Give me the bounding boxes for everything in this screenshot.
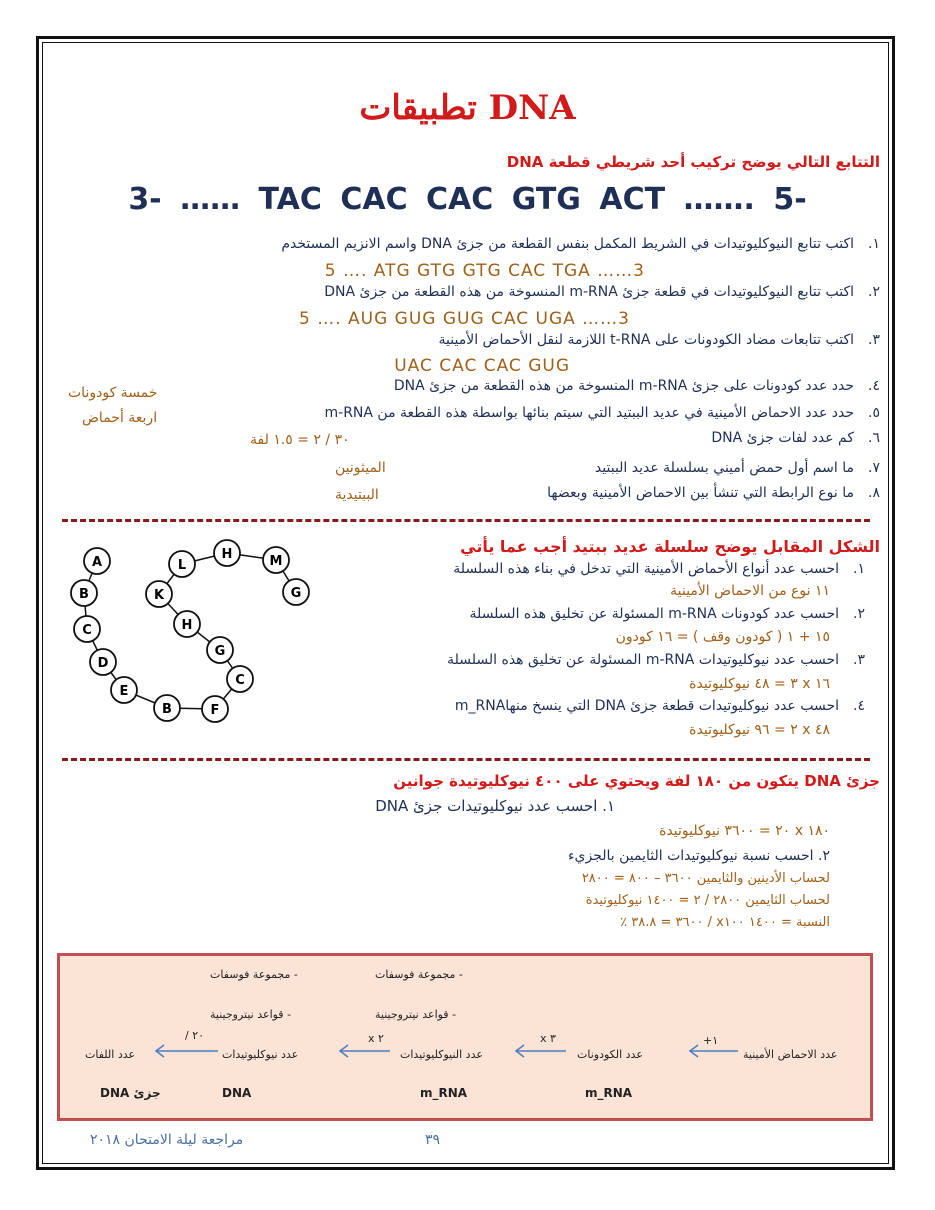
times-three-label: x ٣ — [540, 1032, 556, 1045]
amino-acid-node — [214, 540, 240, 566]
amino-acid-letter: K — [153, 588, 165, 603]
divider-2 — [62, 758, 870, 761]
question-1-5 — [325, 405, 881, 421]
mrna-label-2: m_RNA — [420, 1086, 468, 1100]
question-number: ٨. — [868, 485, 880, 501]
amino-acid-letter: F — [210, 703, 220, 718]
amino-acids-count: عدد الاحماض الأمينية — [743, 1048, 838, 1061]
conversion-flow-box — [57, 953, 873, 1121]
plus-one-label: +١ — [703, 1034, 719, 1047]
section3-answer-1: ١٨٠ x ٢٠ = ٣٦٠٠ نيوكليوتيدة — [659, 823, 830, 839]
answer-2-2: ١٥ + ١ ( كودون وقف ) = ١٦ كودون — [615, 629, 830, 645]
page-number: ٣٩ — [425, 1132, 441, 1148]
question-2-3 — [447, 652, 865, 668]
amino-acid-letter: G — [290, 586, 302, 601]
question-text: حدد عدد الاحماض الأمينية في عديد الببتيد التي سيتم بنائها بواسطة هذه القطعة من m-RNA — [324, 405, 855, 421]
question-number: ٢. — [868, 284, 880, 300]
amino-acid-node — [71, 580, 97, 606]
question-text: اكتب تتابع النيوكليوتيدات في قطعة جزئ m-RNA المنسوخة من هذه القطعة من جزئ DNA — [324, 284, 855, 300]
answer-1-7: الميثونين — [335, 460, 386, 476]
amino-acid-letter: B — [79, 587, 89, 602]
question-text: اكتب تتابع النيوكليوتيدات في الشريط المكمل بنفس القطعة من جزئ DNA واسم الانزيم المستخدم — [281, 236, 855, 252]
answer-2-3: ١٦ x ٣ = ٤٨ نيوكليوتيدة — [689, 676, 830, 692]
answer-2-1: ١١ نوع من الاحماض الأمينية — [670, 583, 830, 599]
section3-question-2: ٢. احسب نسبة نيوكليوتيدات الثايمين بالجزيء — [567, 848, 830, 864]
dna-label-2: جزئ DNA — [100, 1086, 161, 1100]
answer-1-8: الببتيدية — [335, 487, 379, 503]
phosphate-label-2: - مجموعة فوسفات — [375, 968, 463, 981]
question-2-4 — [455, 698, 865, 714]
amino-acid-letter: D — [97, 656, 109, 671]
amino-acid-node — [111, 677, 137, 703]
question-number: ٣. — [853, 652, 865, 668]
amino-acid-letter: C — [235, 673, 245, 688]
amino-acid-letter: B — [162, 702, 172, 717]
question-text: ما اسم أول حمض أميني بسلسلة عديد الببتيد — [594, 460, 855, 476]
bases-label-2: - قواعد نيتروجينية — [375, 1008, 457, 1021]
bases-label-1: - قواعد نيتروجينية — [210, 1008, 292, 1021]
answer-2-4: ٤٨ x ٢ = ٩٦ نيوكليوتيدة — [689, 722, 830, 738]
amino-acid-letter: G — [214, 644, 226, 659]
question-text: احسب عدد نيوكليوتيدات m-RNA المسئولة عن تخليق هذه السلسلة — [447, 652, 840, 668]
amino-acid-node — [283, 579, 309, 605]
question-text: ما نوع الرابطة التي تنشأ بين الاحماض الأمينية وبعضها — [547, 485, 855, 501]
question-2-2 — [470, 606, 865, 622]
times-two-label: x ٢ — [368, 1032, 384, 1045]
question-1-8 — [547, 485, 880, 501]
amino-acid-letter: H — [221, 547, 233, 562]
answer-1-5: اربعة أحماض — [82, 410, 158, 426]
section3-answer-2a: لحساب الأدينين والثايمين ٣٦٠٠ – ٨٠٠ = ٢٨٠٠ — [581, 871, 830, 886]
answer-1-1: 5 …. ATG GTG GTG CAC TGA ……3 — [324, 261, 645, 281]
amino-acid-node — [154, 695, 180, 721]
answer-1-4: خمسة كودونات — [68, 385, 158, 401]
footer-label: مراجعة ليلة الامتحان ٢٠١٨ — [90, 1132, 244, 1148]
question-1-6 — [711, 430, 880, 446]
question-number: ٣. — [868, 332, 880, 348]
question-text: حدد عدد كودونات على جزئ m-RNA المنسوخة من هذه القطعة من جزئ DNA — [393, 378, 855, 394]
page-title: تطبيقات DNA — [359, 88, 576, 128]
dna-sequence: 3- …… TAC CAC CAC GTG ACT ……. 5- — [128, 182, 807, 217]
phosphate-label-1: - مجموعة فوسفات — [210, 968, 298, 981]
amino-acid-node — [207, 637, 233, 663]
question-number: ٧. — [868, 460, 880, 476]
amino-acid-node — [174, 611, 200, 637]
question-text: احسب عدد أنواع الأحماض الأمينية التي تدخل في بناء هذه السلسلة — [453, 561, 840, 577]
question-number: ٦. — [868, 430, 880, 446]
section3-title: جزئ DNA يتكون من ١٨٠ لفة ويحتوي على ٤٠٠ نيوكليوتيدة جوانين — [393, 772, 880, 790]
answer-1-2: 5 …. AUG GUG GUG CAC UGA ……3 — [298, 309, 630, 329]
amino-acid-node — [84, 548, 110, 574]
section3-question-1: ١. احسب عدد نيوكليوتيدات جزئ DNA — [375, 797, 615, 815]
dna-nucleotides-count: عدد نيوكليوتيدات — [222, 1048, 299, 1061]
question-1-3 — [439, 332, 880, 348]
question-text: احسب عدد كودونات m-RNA المسئولة عن تخليق هذه السلسلة — [469, 606, 840, 622]
turns-count: عدد اللفات — [85, 1048, 136, 1061]
question-1-1 — [281, 236, 880, 252]
question-2-1 — [453, 561, 865, 577]
amino-acid-node — [74, 616, 100, 642]
question-1-2 — [324, 284, 880, 300]
question-text: اكتب تتابعات مضاد الكودونات على t-RNA اللازمة لنقل الأحماض الأمينية — [438, 332, 855, 348]
question-1-7 — [595, 460, 880, 476]
question-number: ١. — [868, 236, 880, 252]
question-number: ٤. — [853, 698, 865, 714]
amino-acid-node — [169, 551, 195, 577]
section3-answer-2c: النسبة = ١٤٠٠ x١٠٠ / ٣٦٠٠ = ٣٨.٨ ٪ — [620, 915, 830, 930]
amino-acid-letter: H — [181, 618, 193, 633]
question-1-4 — [394, 378, 880, 394]
amino-acid-letter: C — [82, 623, 92, 638]
section2-title: الشكل المقابل يوضح سلسلة عديد ببتيد أجب عما يأتي — [460, 537, 880, 556]
divider-1 — [62, 519, 870, 522]
polypeptide-chain-diagram — [60, 535, 330, 735]
amino-acid-letter: E — [119, 684, 129, 699]
amino-acid-letter: M — [269, 554, 283, 569]
question-number: ٤. — [868, 378, 880, 394]
section3-answer-2b: لحساب الثايمين ٢٨٠٠ / ٢ = ١٤٠٠ نيوكليوتيدة — [585, 893, 830, 908]
question-number: ٥. — [868, 405, 880, 421]
question-number: ١. — [853, 561, 865, 577]
amino-acid-node — [146, 581, 172, 607]
answer-1-6: ٣٠ / ٢ = ١.٥ لفة — [250, 432, 350, 448]
intro-text: التتابع التالي يوضح تركيب أحد شريطي قطعة DNA — [506, 153, 880, 171]
amino-acid-letter: L — [177, 558, 187, 573]
mrna-label-1: m_RNA — [585, 1086, 633, 1100]
amino-acid-letter: A — [91, 555, 103, 570]
nucleotides-count: عدد النيوكليوتيدات — [400, 1048, 483, 1061]
codons-count: عدد الكودونات — [577, 1048, 643, 1061]
amino-acid-node — [263, 547, 289, 573]
amino-acid-node — [202, 696, 228, 722]
answer-1-3: UAC CAC CAC GUG — [394, 356, 570, 376]
dna-label-1: DNA — [222, 1086, 252, 1100]
question-text: احسب عدد نيوكليوتيدات قطعة جزئ DNA التي ينسخ منهاm_RNA — [454, 698, 840, 714]
amino-acid-node — [90, 649, 116, 675]
question-number: ٢. — [853, 606, 865, 622]
divide-twenty-label: / ٢٠ — [185, 1029, 205, 1042]
amino-acid-node — [227, 666, 253, 692]
question-text: كم عدد لفات جزئ DNA — [711, 430, 855, 446]
